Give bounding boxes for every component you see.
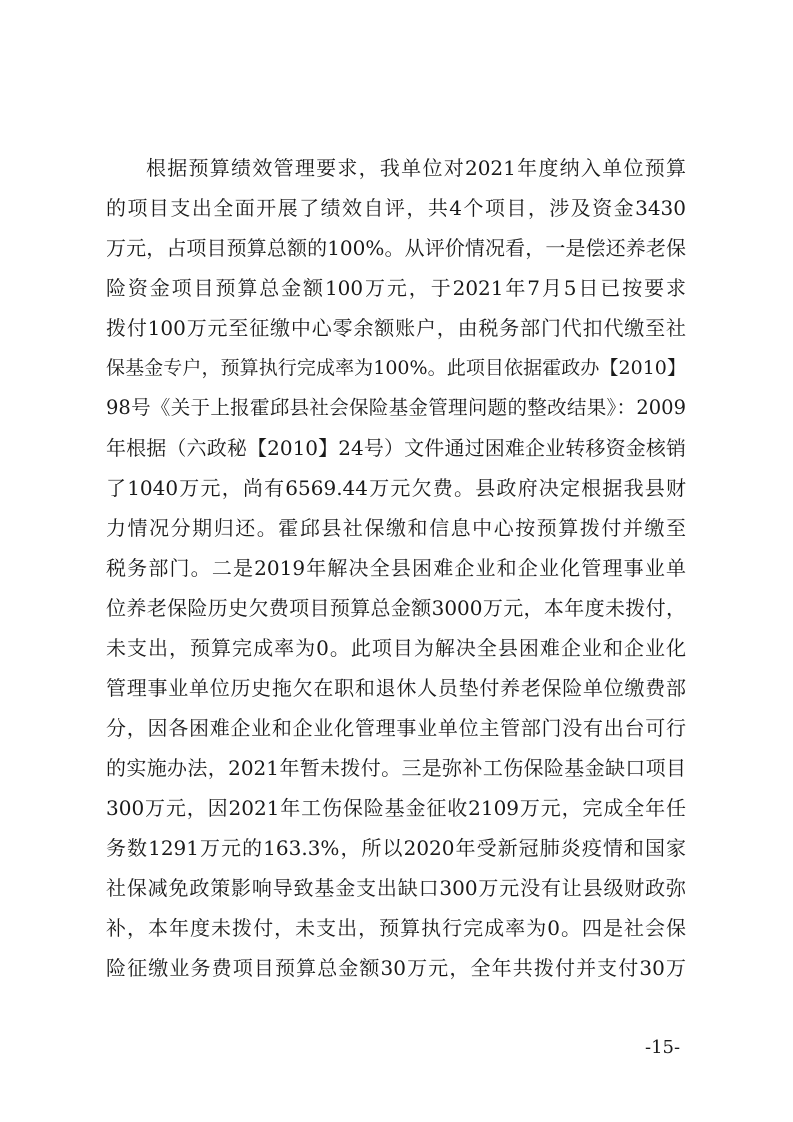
paragraph-line: 社保减免政策影响导致基金支出缺口300万元没有让县级财政弥 (106, 876, 686, 900)
paragraph-line: 保基金专户，预算执行完成率为100%。此项目依据霍政办【2010】 (106, 357, 686, 379)
paragraph-line: 税务部门。二是2019年解决全县困难企业和企业化管理事业单 (106, 556, 686, 580)
paragraph-line: 拨付100万元至征缴中心零余额账户，由税务部门代扣代缴至社 (106, 316, 686, 340)
paragraph-line: 力情况分期归还。霍邱县社保缴和信息中心按预算拨付并缴至 (106, 516, 686, 540)
page-number: -15- (645, 1037, 681, 1058)
paragraph-line: 位养老保险历史欠费项目预算总金额3000万元，本年度未拨付， (106, 596, 686, 620)
paragraph-line: 300万元，因2021年工伤保险基金征收2109万元，完成全年任 (106, 796, 686, 820)
paragraph-line: 了1040万元，尚有6569.44万元欠费。县政府决定根据我县财 (106, 476, 686, 500)
paragraph-line: 的项目支出全面开展了绩效自评，共4个项目，涉及资金3430 (106, 196, 686, 220)
paragraph-line: 务数1291万元的163.3%，所以2020年受新冠肺炎疫情和国家 (106, 836, 686, 860)
paragraph-line: 98号《关于上报霍邱县社会保险基金管理问题的整改结果》：2009 (106, 396, 686, 419)
paragraph-line: 万元，占项目预算总额的100%。从评价情况看，一是偿还养老保 (106, 236, 686, 260)
paragraph-line: 年根据（六政秘【2010】24号）文件通过困难企业转移资金核销 (106, 436, 686, 460)
paragraph-line: 根据预算绩效管理要求，我单位对2021年度纳入单位预算 (146, 156, 686, 180)
paragraph-line: 险征缴业务费项目预算总金额30万元，全年共拨付并支付30万 (106, 956, 686, 980)
body-paragraph (106, 148, 686, 988)
paragraph-line: 险资金项目预算总金额100万元，于2021年7月5日已按要求 (106, 276, 686, 300)
paragraph-line: 补，本年度未拨付，未支出，预算执行完成率为0。四是社会保 (106, 916, 686, 940)
paragraph-line: 管理事业单位历史拖欠在职和退休人员垫付养老保险单位缴费部 (106, 676, 686, 700)
paragraph-line: 未支出，预算完成率为0。此项目为解决全县困难企业和企业化 (106, 636, 686, 660)
paragraph-line: 分，因各困难企业和企业化管理事业单位主管部门没有出台可行 (106, 716, 686, 740)
paragraph-line: 的实施办法，2021年暂未拨付。三是弥补工伤保险基金缺口项目 (106, 756, 686, 780)
